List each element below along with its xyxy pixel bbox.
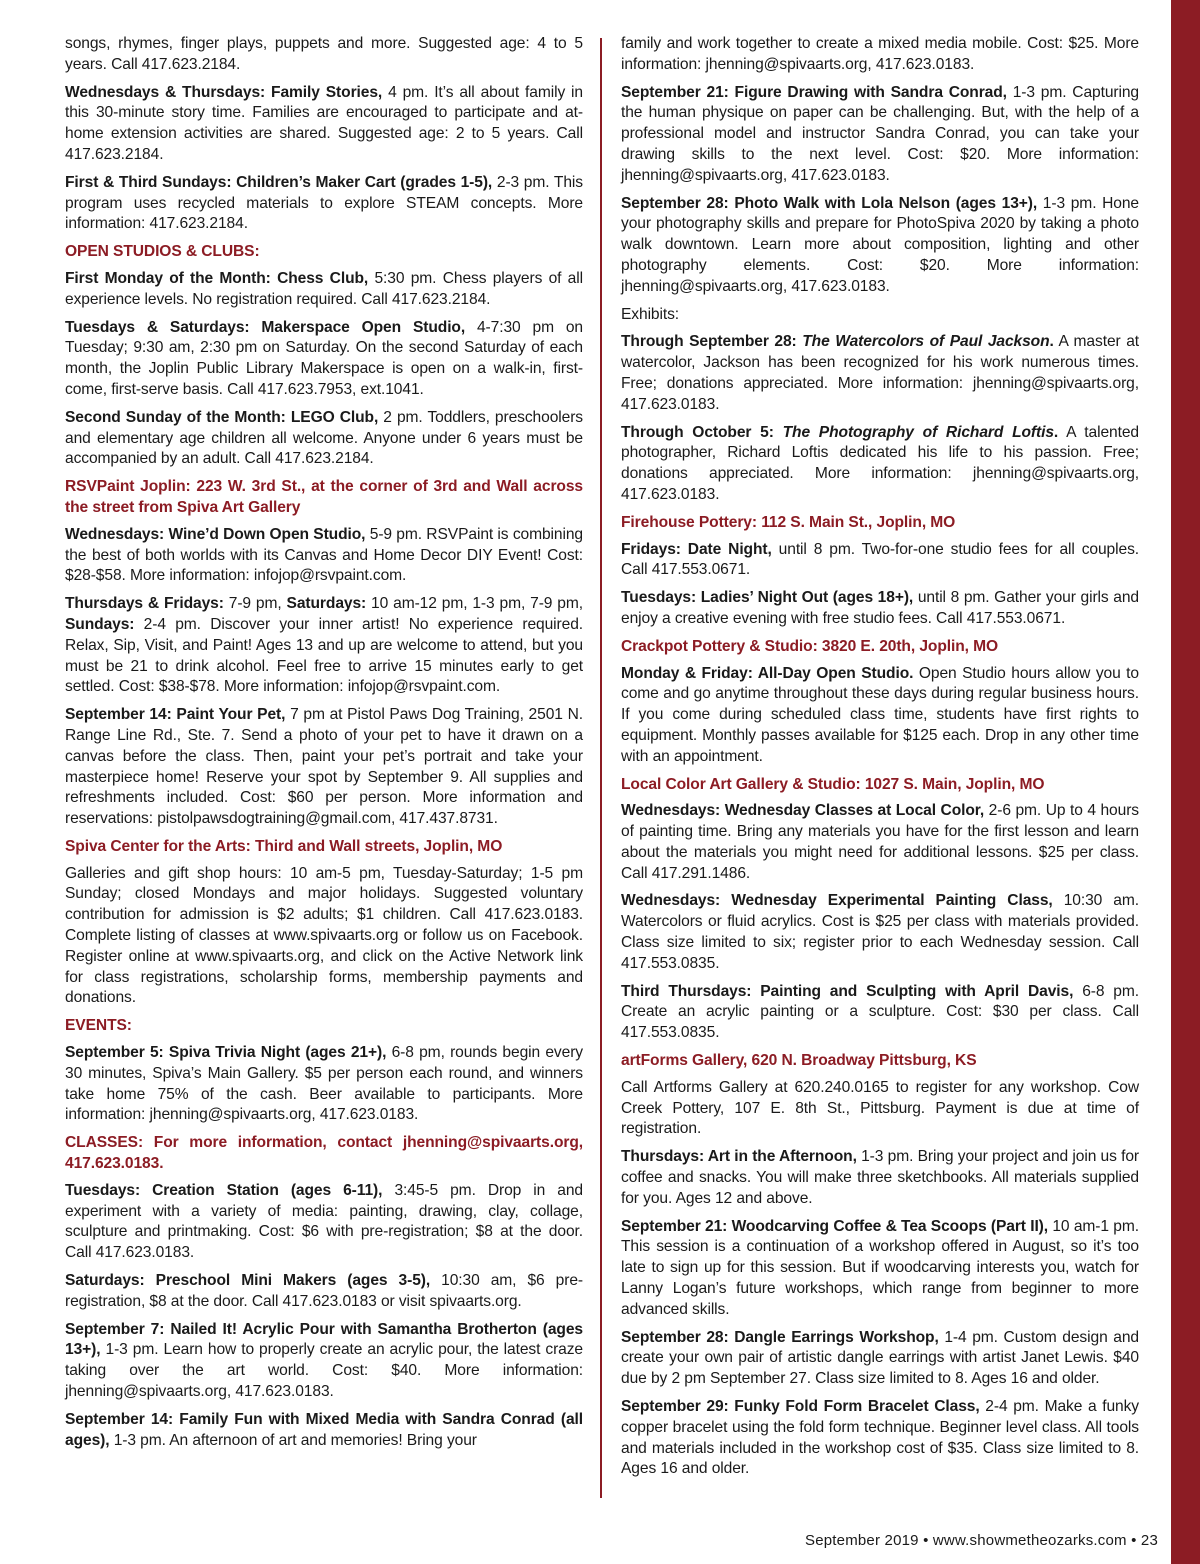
listing-details: 10:30 am, $6 pre-registration, $8 at the door. Call 417.623.0183 or visit spivaarts.org.	[65, 1272, 584, 1310]
section-heading: CLASSES: For more information, contact jhenning@spivaarts.org, 417.623.0183.	[65, 1134, 583, 1173]
listing-title: Wednesdays: Wine’d Down Open Studio,	[65, 525, 366, 543]
listing-title: Saturdays:	[286, 595, 367, 613]
listing-details: 1-3 pm. An afternoon of art and memories! Bring your	[109, 1431, 477, 1449]
listing-entry	[621, 305, 1139, 326]
page-footer: September 2019 • www.showmetheozarks.com • 23	[805, 1532, 1158, 1549]
listing-title: September 28: Photo Walk with Lola Nelson (ages 13+),	[621, 194, 1038, 212]
listing-title: Wednesdays: Wednesday Experimental Painting Class,	[621, 892, 1053, 910]
listing-title: Thursdays: Art in the Afternoon,	[621, 1148, 857, 1166]
listing-entry	[621, 664, 1139, 768]
listing-entry	[65, 34, 583, 76]
listing-entry	[621, 1217, 1139, 1321]
listing-details: 7-9 pm,	[223, 595, 287, 613]
listing-entry	[65, 864, 583, 1010]
listing-title: September 14: Paint Your Pet,	[65, 706, 286, 724]
exhibit-title: The Watercolors of Paul Jackson	[802, 333, 1050, 351]
listing-details: 7 pm at Pistol Paws Dog Training, 2501 N. Range Line Rd., Ste. 7. Send a photo of your pet to have it drawn on a canvas before the class. Then, paint your pet’s portrait and take your masterpiece home! Reserve your spot by September 9. All supplies and refreshments included. Cost: $60 per person. More information and reservations: pistolpawsdogtraining@gmail.com, 417.437.8731.	[65, 706, 583, 828]
listing-entry	[65, 1043, 583, 1126]
listing-details: 3:45-5 pm. Drop in and experiment with a variety of media: painting, drawing, clay, collage, sculpture and printmaking. Cost: $6 with pre-registration; $8 at the door. Call 417.623.0183.	[65, 1181, 584, 1262]
listing-details: 1-3 pm. Hone your photography skills and prepare for PhotoSpiva 2020 by taking a photo walk downtown. Learn more about composition, lighting and other photography elements. Cost: $20. More information: jhenning@spivaarts.org, 417.623.0183.	[621, 194, 1139, 295]
section-heading: OPEN STUDIOS & CLUBS:	[65, 243, 260, 261]
listing-title: September 5: Spiva Trivia Night (ages 21+),	[65, 1044, 387, 1062]
listing-title: Tuesdays: Creation Station (ages 6-11),	[65, 1181, 383, 1199]
listing-details: 6-8 pm, rounds begin every 30 minutes, Spiva’s Main Gallery. $5 per person each round, and winners take home 75% of the cash. Beer available to participants. More information: jhenning@spivaarts.org, 417.623.0183.	[65, 1044, 583, 1124]
listing-entry	[621, 1078, 1139, 1140]
listing-title: September 7: Nailed It! Acrylic Pour with Samantha Brotherton (ages 13+),	[65, 1320, 583, 1359]
listing-title: Thursdays & Fridays:	[65, 595, 224, 613]
listing-details: 5-9 pm. RSVPaint is combining the best of both worlds with its Canvas and Home Decor DIY Event! Cost: $28-$58. More information: infojop@rsvpaint.com.	[65, 525, 583, 585]
left-column	[65, 34, 583, 1458]
listing-entry	[621, 1328, 1139, 1390]
listing-entry	[65, 269, 583, 311]
listing-entry	[621, 423, 1139, 506]
listing-entry	[621, 891, 1139, 974]
listing-details: family and work together to create a mixed media mobile. Cost: $25. More information: jhenning@spivaarts.org, 417.623.0183.	[621, 35, 1139, 73]
listing-title: September 21: Figure Drawing with Sandra Conrad,	[621, 83, 1007, 101]
listing-details: 2-6 pm. Up to 4 hours of painting time. Bring any materials you have for the first lesson and learn about the materials you might need for additional lessons. $25 per class. Call 417.291.1486.	[621, 802, 1139, 882]
listing-entry	[65, 318, 583, 401]
listing-details: Galleries and gift shop hours: 10 am-5 pm, Tuesday-Saturday; 1-5 pm Sunday; closed Mondays and major holidays. Suggested voluntary contribution for admission is $2 adults; $1 children. Call 417.623.0183. Complete listing of classes at www.spivaarts.org or follow us on Facebook. Register online at www.spivaarts.org, and click on the Active Network link for class registrations, scholarship forms, membership payments and donations.	[65, 864, 583, 1007]
listing-details: A master at watercolor, Jackson has been recognized for his work numerous times. Free; donations appreciated. More information: jhenning@spivaarts.org, 417.623.0183.	[621, 333, 1140, 413]
listing-title: September 29: Funky Fold Form Bracelet Class,	[621, 1398, 980, 1416]
listing-details: 10:30 am. Watercolors or fluid acrylics. Cost is $25 per class with materials provided. Class size limited to six; register prior to each Wednesday session. Call 417.553.0835.	[621, 892, 1139, 972]
listing-details: 1-3 pm. Capturing the human physique on paper can be challenging. But, with the help of a professional model and instructor Sandra Conrad, you can take your drawing skills to the next level. Cost: $20. More information: jhenning@spivaarts.org, 417.623.0183.	[621, 83, 1139, 184]
title-punctuation: .	[1049, 333, 1054, 351]
listing-title: Through September 28:	[621, 333, 803, 351]
listing-title: Fridays: Date Night,	[621, 540, 772, 558]
listing-title: Third Thursdays: Painting and Sculpting with April Davis,	[621, 982, 1074, 1000]
listing-entry	[621, 1147, 1139, 1209]
listing-title: Tuesdays & Saturdays: Makerspace Open Studio,	[65, 318, 466, 336]
listing-entry	[621, 540, 1139, 582]
listing-details: 5:30 pm. Chess players of all experience levels. No registration required. Call 417.623.2184.	[65, 269, 583, 308]
listing-details: songs, rhymes, finger plays, puppets and more. Suggested age: 4 to 5 years. Call 417.623.2184.	[65, 35, 583, 73]
section-heading: artForms Gallery, 620 N. Broadway Pittsburg, KS	[621, 1052, 977, 1070]
listing-title: Wednesdays: Wednesday Classes at Local Color,	[621, 802, 985, 820]
listing-details: 4 pm. It’s all about family in this 30-minute story time. Families are encouraged to participate and at-home extension activities are shared. Suggested age: 2 to 5 years. Call 417.623.2184.	[65, 83, 583, 163]
listing-details: A talented photographer, Richard Loftis dedicated his life to his passion. Free; donations appreciated. More information: jhenning@spivaarts.org, 417.623.0183.	[621, 423, 1139, 503]
listing-details: 6-8 pm. Create an acrylic painting or a sculpture. Cost: $30 per class. Call 417.553.0835.	[621, 982, 1140, 1042]
section-heading: RSVPaint Joplin: 223 W. 3rd St., at the corner of 3rd and Wall across the street from Spiva Art Gallery	[65, 478, 583, 516]
listing-entry	[621, 588, 1139, 630]
listing-details: 10 am-1 pm. This session is a continuation of a workshop offered in August, so it’s too late to sign up for this session. But if woodcarving interests you, watch for Lanny Logan’s future workshops, which range from beginner to more advanced skills.	[621, 1217, 1139, 1318]
listing-entry	[65, 1410, 583, 1452]
listing-entry	[621, 801, 1139, 884]
listing-details: 1-3 pm. Bring your project and join us for coffee and snacks. You will make three sketchbooks. All materials supplied for you. Ages 12 and above.	[621, 1148, 1139, 1207]
listing-entry	[65, 594, 583, 698]
listing-entry	[65, 525, 583, 587]
listing-entry	[621, 34, 1139, 76]
listing-entry	[621, 332, 1139, 415]
section-heading: Crackpot Pottery & Studio: 3820 E. 20th, Joplin, MO	[621, 637, 999, 655]
listing-details: until 8 pm. Two-for-one studio fees for all couples. Call 417.553.0671.	[621, 540, 1140, 579]
listing-title: Second Sunday of the Month: LEGO Club,	[65, 408, 379, 426]
listing-details: 1-3 pm. Learn how to properly create an acrylic pour, the latest craze taking over the art world. Cost: $40. More information: jhenning@spivaarts.org, 417.623.0183.	[65, 1341, 583, 1401]
page-edge-color-bar	[1171, 0, 1200, 1564]
column-divider	[600, 38, 602, 1498]
title-punctuation: .	[1053, 423, 1059, 441]
listing-entry	[65, 1320, 583, 1403]
listing-details: Call Artforms Gallery at 620.240.0165 to register for any workshop. Cow Creek Pottery, 107 E. 8th St., Pittsburg. Payment is due at time of registration.	[621, 1078, 1139, 1138]
listing-title: September 14: Family Fun with Mixed Media with Sandra Conrad (all ages),	[65, 1410, 583, 1449]
listing-title: Saturdays: Preschool Mini Makers (ages 3-5),	[65, 1272, 431, 1290]
listing-details: 2-4 pm. Discover your inner artist! No experience required. Relax, Sip, Visit, and Paint! Ages 13 and up are welcome to attend, but you must be 21 to drink alcohol. Feel free to arrive 15 minutes early to get settled. Cost: $38-$78. More information: infojop@rsvpaint.com.	[65, 615, 583, 696]
listing-title: Sundays:	[65, 615, 135, 633]
listing-details: 10 am-12 pm, 1-3 pm, 7-9 pm,	[366, 595, 583, 613]
listing-title: September 21: Woodcarving Coffee & Tea Scoops (Part II),	[621, 1217, 1049, 1235]
listing-details: 2-4 pm. Make a funky copper bracelet using the fold form technique. Beginner level class. All tools and materials included in the workshop cost of $35. Class size limited to 8. Ages 16 and older.	[621, 1398, 1140, 1478]
listing-title: Tuesdays: Ladies’ Night Out (ages 18+),	[621, 589, 914, 607]
exhibit-title: The Photography of Richard Loftis	[782, 423, 1054, 441]
section-heading: EVENTS:	[65, 1017, 132, 1035]
listing-entry	[65, 408, 583, 470]
listing-entry	[621, 982, 1139, 1044]
listing-details: Open Studio hours allow you to come and go anytime throughout these days during regular business hours. If you come during scheduled class time, students have first rights to equipment. Monthly passes available for $125 each. Drop in any other time with an appointment.	[621, 664, 1139, 765]
listing-entry	[65, 1271, 583, 1313]
section-heading: Firehouse Pottery: 112 S. Main St., Joplin, MO	[621, 513, 956, 531]
right-column	[621, 34, 1139, 1487]
listing-entry	[65, 83, 583, 166]
listing-entry	[621, 1397, 1139, 1480]
listing-entry	[65, 1181, 583, 1264]
listing-details: until 8 pm. Gather your girls and enjoy a creative evening with free studio fees. Call 417.553.0671.	[621, 589, 1139, 627]
listing-entry	[621, 194, 1139, 298]
listing-entry	[621, 83, 1139, 187]
listing-title: September 28: Dangle Earrings Workshop,	[621, 1328, 939, 1346]
listing-details: 4-7:30 pm on Tuesday; 9:30 am, 2:30 pm on Saturday. On the second Saturday of each month, the Joplin Public Library Makerspace is open on a walk-in, first-come, first-serve basis. Call 417.623.7953, ext.1041.	[65, 318, 584, 398]
listing-title: First & Third Sundays: Children’s Maker Cart (grades 1-5),	[65, 173, 493, 191]
section-heading: Spiva Center for the Arts: Third and Wall streets, Joplin, MO	[65, 837, 503, 855]
listing-details: 1-4 pm. Custom design and create your own pair of artistic dangle earrings with artist Janet Lewis. $40 due by 2 pm September 27. Class size limited to 8. Ages 16 and older.	[621, 1328, 1139, 1388]
listing-title: First Monday of the Month: Chess Club,	[65, 269, 369, 287]
listing-title: Wednesdays & Thursdays: Family Stories,	[65, 83, 383, 101]
listing-title: Through October 5:	[621, 423, 783, 441]
listing-details: Exhibits:	[621, 305, 680, 323]
listing-details: 2-3 pm. This program uses recycled materials to explore STEAM concepts. More information: 417.623.2184.	[65, 173, 583, 233]
section-heading: Local Color Art Gallery & Studio: 1027 S. Main, Joplin, MO	[621, 775, 1045, 793]
listing-entry	[65, 705, 583, 830]
listing-title: Monday & Friday: All-Day Open Studio.	[621, 664, 914, 682]
listing-details: 2 pm. Toddlers, preschoolers and elementary age children all welcome. Anyone under 6 years must be accompanied by an adult. Call 417.623.2184.	[65, 408, 583, 468]
listing-entry	[65, 173, 583, 235]
